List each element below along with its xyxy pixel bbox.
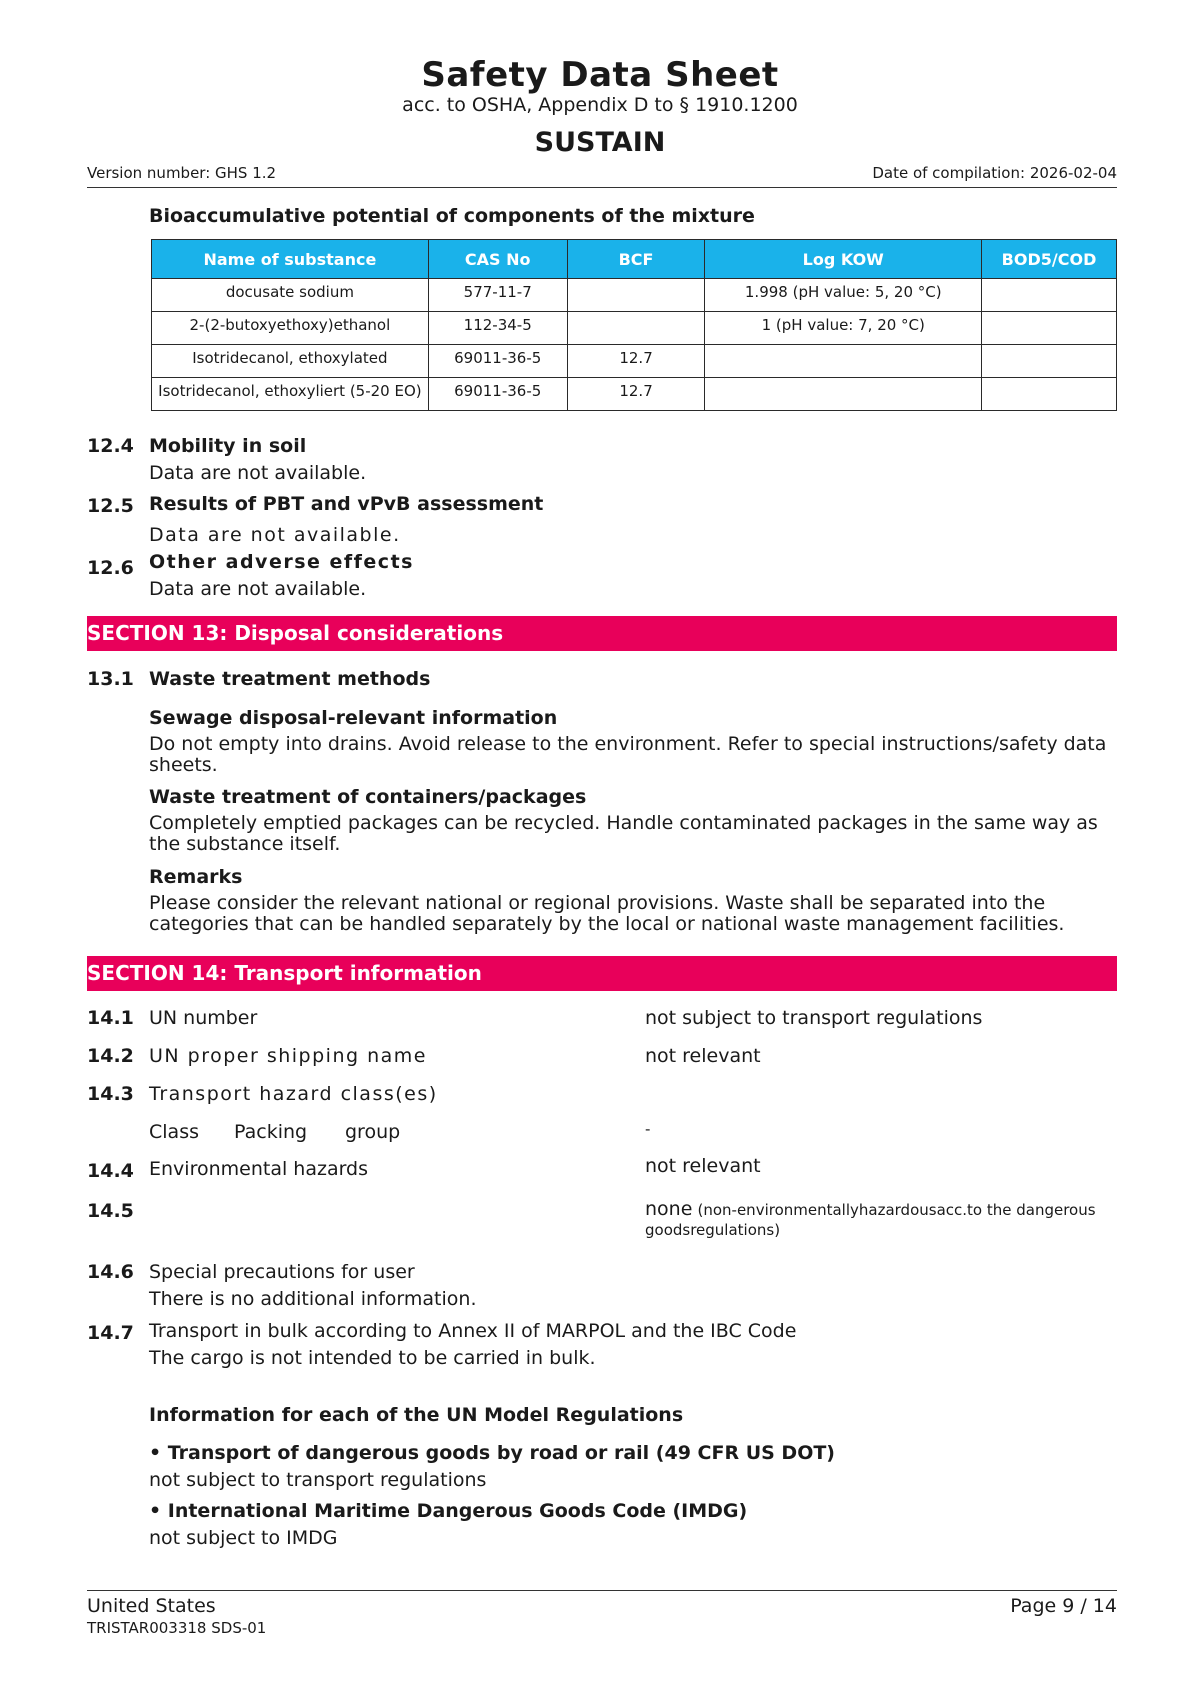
- footer-document-id: TRISTAR003318 SDS-01: [87, 1619, 267, 1637]
- other-adverse-effects-text: Data are not available.: [149, 578, 367, 600]
- col-header-bod: BOD5/COD: [982, 240, 1117, 279]
- document-title: Safety Data Sheet: [421, 55, 779, 95]
- table-cell: 2-(2-butoxyethoxy)ethanol: [152, 312, 429, 345]
- table-row: [152, 378, 1117, 411]
- table-cell: [982, 345, 1117, 378]
- table-cell: [982, 279, 1117, 312]
- imdg-title: • International Maritime Dangerous Goods Code (IMDG): [149, 1500, 748, 1522]
- version-number: Version number: GHS 1.2: [87, 164, 277, 182]
- marine-pollutant-main: none: [645, 1198, 693, 1220]
- other-adverse-effects-title: Other adverse effects: [149, 551, 414, 573]
- table-cell: [567, 279, 705, 312]
- section-14-bar: SECTION 14: Transport information: [87, 956, 1117, 991]
- section-number-12-6: 12.6: [87, 557, 134, 579]
- product-name: SUSTAIN: [534, 127, 666, 158]
- col-header-cas: CAS No: [428, 240, 567, 279]
- section-number-12-5: 12.5: [87, 495, 134, 517]
- environmental-hazards-label: Environmental hazards: [149, 1158, 369, 1180]
- bulk-transport-text: The cargo is not intended to be carried in bulk.: [149, 1347, 596, 1369]
- table-cell: 12.7: [567, 345, 705, 378]
- table-cell: Isotridecanol, ethoxylated: [152, 345, 429, 378]
- table-header-row: [152, 240, 1117, 279]
- section-number-14-5: 14.5: [87, 1200, 134, 1222]
- table-row: [152, 279, 1117, 312]
- footer-country: United States: [87, 1595, 216, 1617]
- col-header-bcf: BCF: [567, 240, 705, 279]
- section-number-14-3: 14.3: [87, 1083, 134, 1105]
- bulk-transport-label: Transport in bulk according to Annex II of MARPOL and the IBC Code: [149, 1320, 797, 1342]
- bioaccumulative-table: [151, 239, 1117, 411]
- containers-title: Waste treatment of containers/packages: [149, 786, 587, 808]
- bioaccumulative-heading: Bioaccumulative potential of components of the mixture: [149, 205, 755, 227]
- table-cell: [705, 345, 982, 378]
- imdg-text: not subject to IMDG: [149, 1527, 338, 1549]
- table-row: [152, 312, 1117, 345]
- pbt-assessment-title: Results of PBT and vPvB assessment: [149, 493, 544, 515]
- environmental-hazards-value: not relevant: [645, 1155, 761, 1177]
- compilation-date: Date of compilation: 2026-02-04: [872, 164, 1117, 182]
- un-number-label: UN number: [149, 1007, 258, 1029]
- table-cell: [567, 312, 705, 345]
- header-divider: [87, 187, 1117, 188]
- table-cell: 69011-36-5: [428, 378, 567, 411]
- packing-group-value: -: [645, 1120, 651, 1138]
- un-model-regulations-title: Information for each of the UN Model Regulations: [149, 1404, 684, 1426]
- table-cell: [705, 378, 982, 411]
- pbt-assessment-text: Data are not available.: [149, 524, 401, 546]
- hazard-class-label: Transport hazard class(es): [149, 1083, 438, 1105]
- shipping-name-label: UN proper shipping name: [149, 1045, 427, 1067]
- table-cell: [982, 312, 1117, 345]
- dot-title: • Transport of dangerous goods by road or rail (49 CFR US DOT): [149, 1442, 835, 1464]
- section-number-12-4: 12.4: [87, 435, 134, 457]
- marine-pollutant-value: [645, 1199, 1115, 1240]
- special-precautions-label: Special precautions for user: [149, 1261, 415, 1283]
- section-number-14-6: 14.6: [87, 1261, 134, 1283]
- group-label: group: [345, 1121, 401, 1143]
- mobility-in-soil-text: Data are not available.: [149, 462, 367, 484]
- containers-text: Completely emptied packages can be recycled. Handle contaminated packages in the same way as the substance itself.: [149, 812, 1098, 855]
- section-number-14-7: 14.7: [87, 1322, 134, 1344]
- marine-pollutant-note: (non-environmentallyhazardousacc.to the dangerous goodsregulations): [645, 1201, 1096, 1239]
- section-number-14-2: 14.2: [87, 1045, 134, 1067]
- remarks-text: Please consider the relevant national or regional provisions. Waste shall be separated into the categories that can be handled separately by the local or national waste management facilities.: [149, 892, 1065, 935]
- table-cell: 12.7: [567, 378, 705, 411]
- un-number-value: not subject to transport regulations: [645, 1007, 983, 1029]
- page-number: Page 9 / 14: [1010, 1595, 1117, 1617]
- section-number-14-4: 14.4: [87, 1160, 134, 1182]
- section-number-13-1: 13.1: [87, 668, 134, 690]
- col-header-logkow: Log KOW: [705, 240, 982, 279]
- section-number-14-1: 14.1: [87, 1007, 134, 1029]
- remarks-title: Remarks: [149, 866, 243, 888]
- shipping-name-value: not relevant: [645, 1045, 761, 1067]
- sewage-disposal-title: Sewage disposal-relevant information: [149, 707, 558, 729]
- table-cell: Isotridecanol, ethoxyliert (5-20 EO): [152, 378, 429, 411]
- table-cell: 1.998 (pH value: 5, 20 °C): [705, 279, 982, 312]
- class-label: Class: [149, 1121, 199, 1143]
- document-subtitle: acc. to OSHA, Appendix D to § 1910.1200: [402, 94, 798, 116]
- table-cell: [982, 378, 1117, 411]
- col-header-name: Name of substance: [152, 240, 429, 279]
- packing-label: Packing: [234, 1121, 308, 1143]
- footer-divider: [87, 1590, 1117, 1591]
- table-row: [152, 345, 1117, 378]
- mobility-in-soil-title: Mobility in soil: [149, 435, 307, 457]
- table-cell: 69011-36-5: [428, 345, 567, 378]
- sewage-disposal-text: Do not empty into drains. Avoid release to the environment. Refer to special instructions/safety data sheets.: [149, 733, 1107, 776]
- table-cell: 112-34-5: [428, 312, 567, 345]
- table-cell: 577-11-7: [428, 279, 567, 312]
- section-13-bar: SECTION 13: Disposal considerations: [87, 616, 1117, 651]
- table-cell: docusate sodium: [152, 279, 429, 312]
- dot-text: not subject to transport regulations: [149, 1469, 487, 1491]
- special-precautions-text: There is no additional information.: [149, 1288, 477, 1310]
- table-cell: 1 (pH value: 7, 20 °C): [705, 312, 982, 345]
- waste-treatment-title: Waste treatment methods: [149, 668, 431, 690]
